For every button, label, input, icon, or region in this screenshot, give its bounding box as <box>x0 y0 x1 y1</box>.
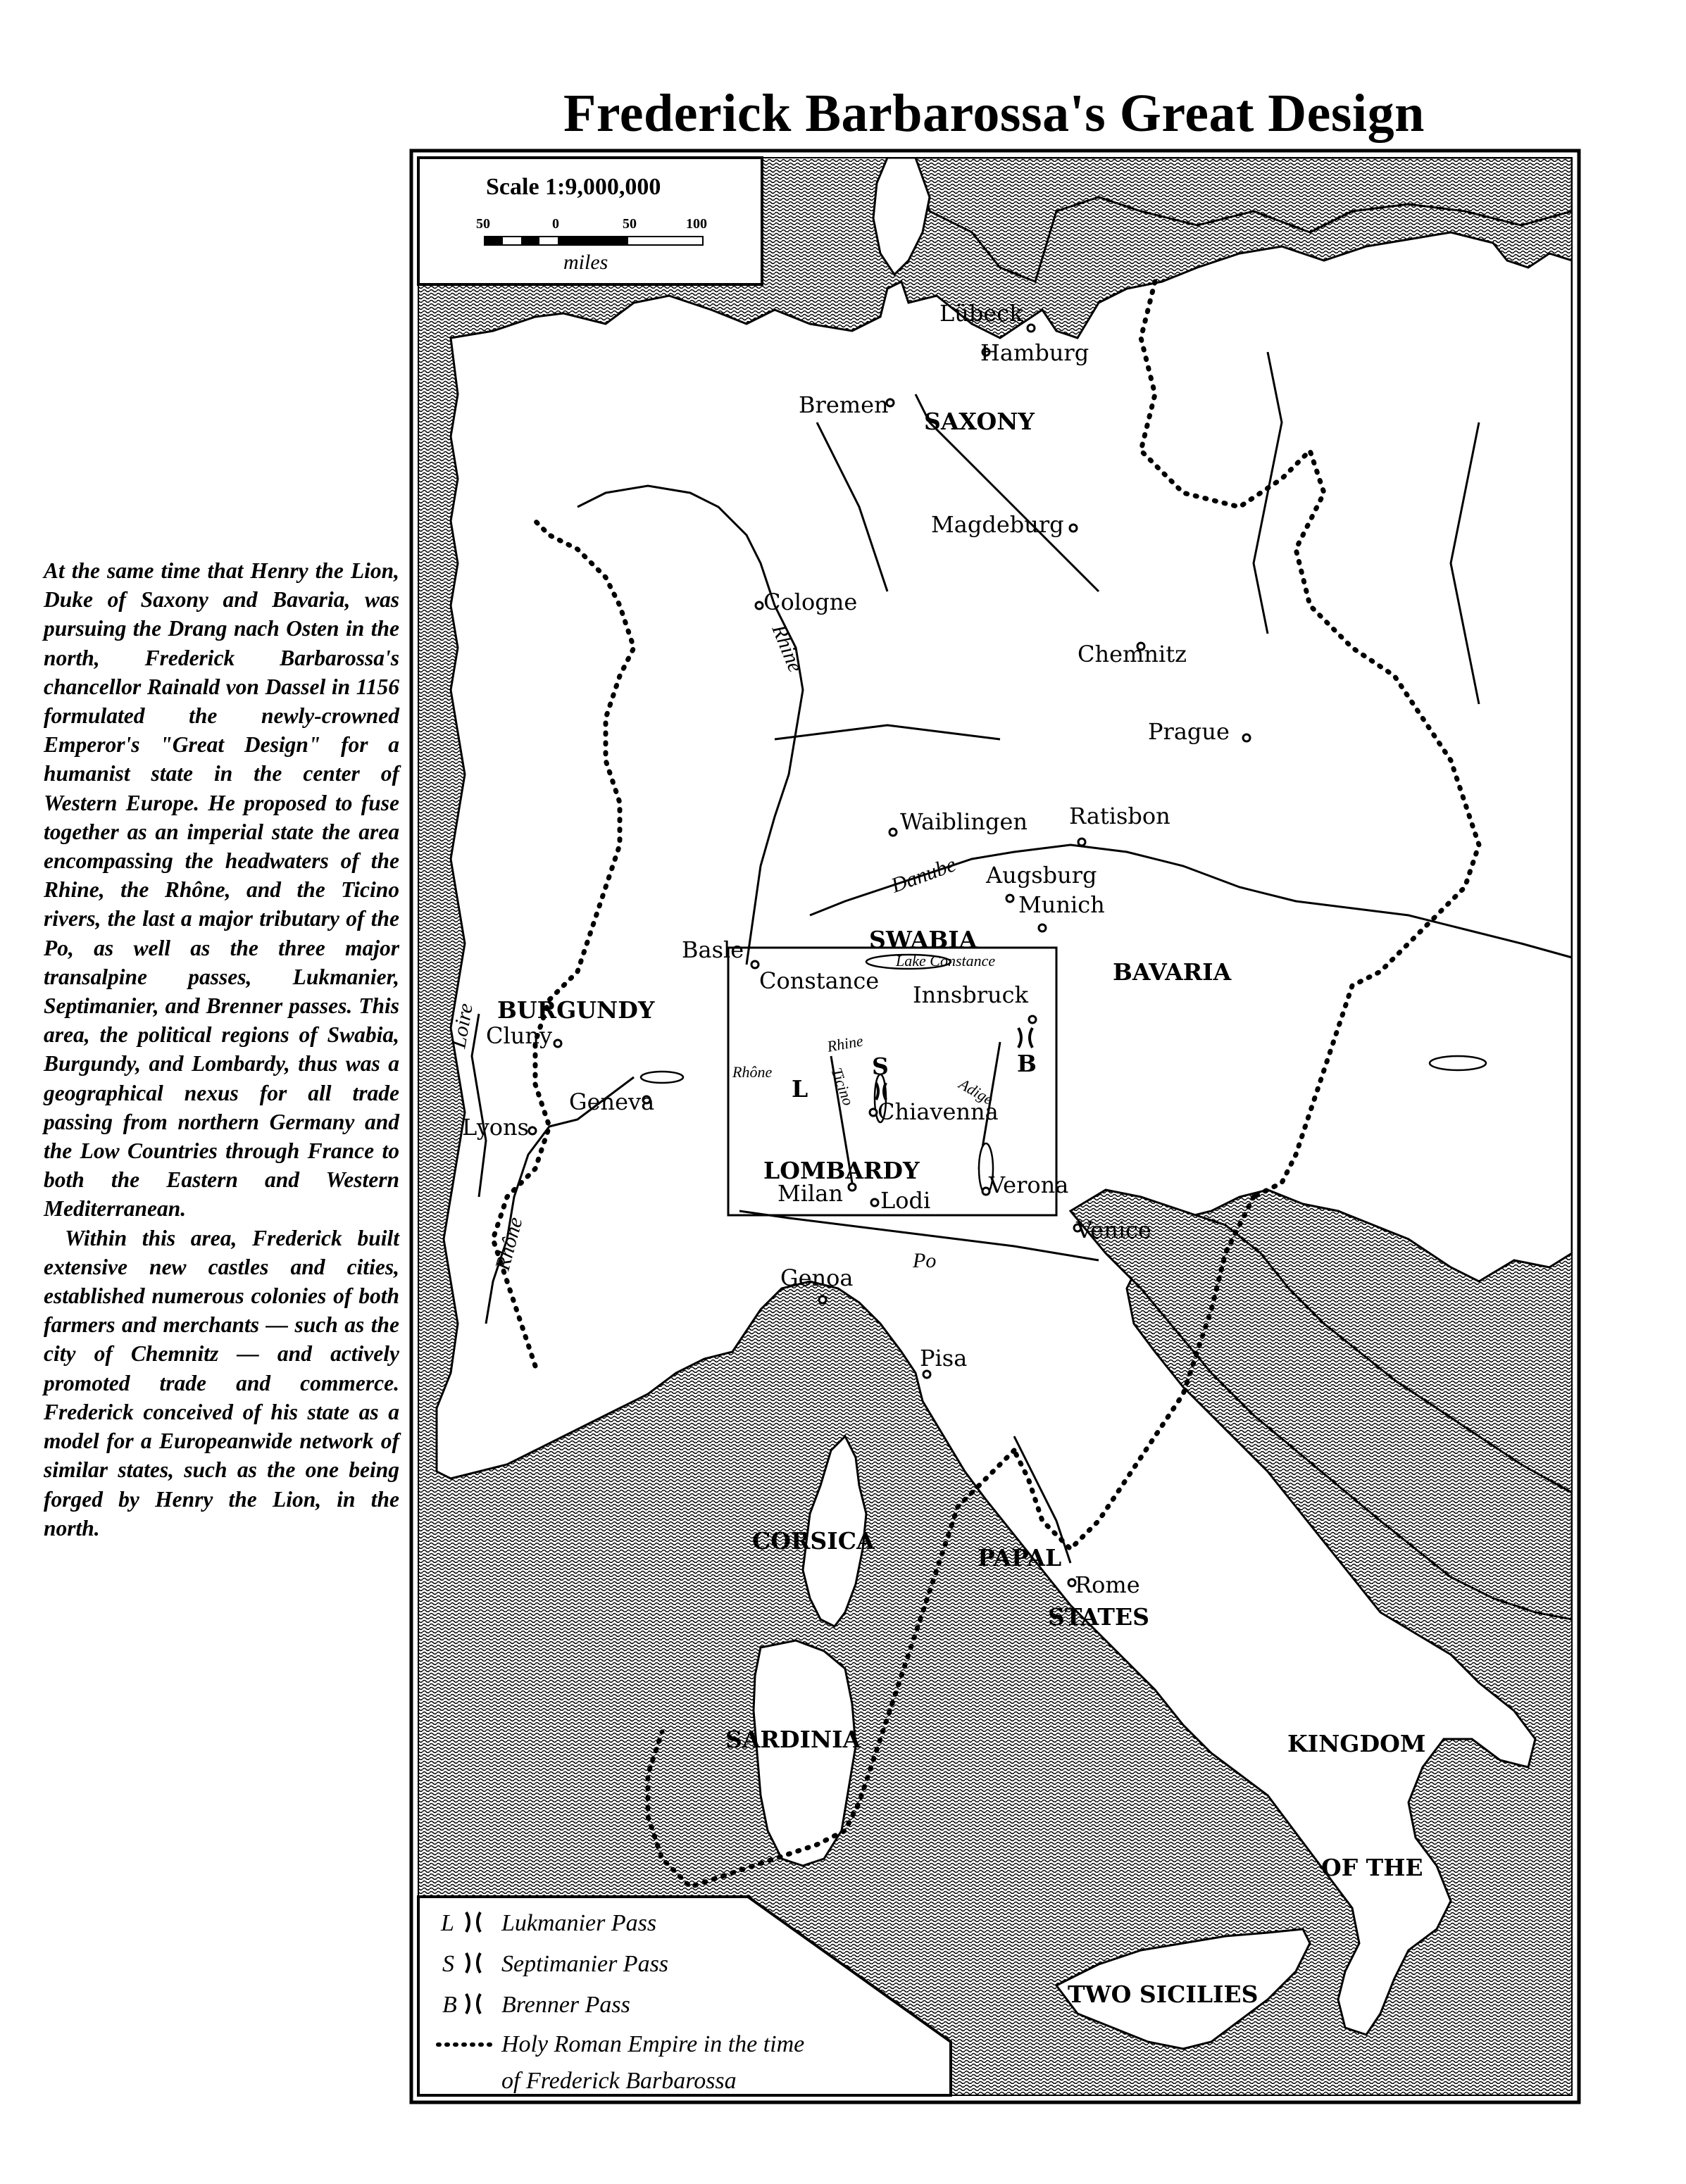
marker-milan <box>849 1184 856 1191</box>
legend-label-empire-1: Holy Roman Empire in the time <box>501 2031 805 2057</box>
label-geneva: Geneva <box>569 1088 655 1115</box>
marker-augsburg <box>1006 895 1013 902</box>
island-sardinia <box>754 1640 856 1866</box>
scale-unit: miles <box>563 251 608 274</box>
marker-magdeburg <box>1070 525 1077 532</box>
label-corsica: CORSICA <box>752 1527 875 1555</box>
sidebar-paragraph-2: Within this area, Frederick built extensive new castles and cities, established numerous colonies of both farmers and merchants — such as the city of Chemnitz — and actively promoted trade and commerce. Frederick conceived of his state as a model for a Europeanwide network of similar states, such as the one being forged by Henry the Lion, in the north. <box>44 1225 399 1540</box>
label-lombardy: LOMBARDY <box>763 1157 920 1184</box>
marker-munich <box>1039 924 1046 931</box>
label-lake-constance: Lake Constance <box>896 952 996 969</box>
label-innsbruck: Innsbruck <box>913 981 1028 1008</box>
label-river-danube: Danube <box>888 853 959 898</box>
label-river-rhine-south: Rhine <box>825 1031 865 1055</box>
label-river-ticino: Ticino <box>828 1065 858 1108</box>
scale-bar <box>485 237 703 245</box>
lake-geneva <box>641 1072 683 1083</box>
marker-ratisbon <box>1078 839 1085 846</box>
marker-waiblingen <box>889 829 897 836</box>
label-cologne: Cologne <box>763 589 858 615</box>
pass-marker-b: B <box>1017 1050 1037 1077</box>
label-burgundy: BURGUNDY <box>497 996 655 1024</box>
label-venice: Venice <box>1076 1217 1151 1243</box>
label-river-po: Po <box>913 1249 937 1272</box>
marker-innsbruck <box>1029 1016 1036 1023</box>
label-rome: Rome <box>1075 1571 1140 1598</box>
scale-box <box>418 158 762 284</box>
label-verona: Verona <box>989 1172 1069 1198</box>
label-states: STATES <box>1048 1603 1149 1631</box>
label-cluny: Cluny <box>486 1022 553 1049</box>
label-prague: Prague <box>1148 718 1230 745</box>
marker-cologne <box>756 602 763 609</box>
sidebar-paragraph-1: At the same time that Henry the Lion, Duke of Saxony and Bavaria, was pursuing the Drang nach Osten in the north, Frederick Barbarossa's chancellor Rainald von Dassel in 1156 formulated the newly-crowned Emperor's "Great Design" for a humanist state in the center of Western Europe. He proposed to fuse together as an imperial state the area encompassing the headwaters of the Rhine, the Rhône, and the Ticino rivers, the last a major tributary of the Po, as well as the three major transalpine passes, Lukmanier, Septimanier, and Brenner passes. This area, the political regions of Swabia, Burgundy, and Lombardy, thus was a geographical nexus for all trade passing from northern Germany and the Low Countries through France to both the Eastern and Western Mediterranean. <box>44 558 399 1222</box>
label-bremen: Bremen <box>799 391 889 418</box>
label-munich: Munich <box>1018 891 1105 918</box>
label-kingdom: KINGDOM <box>1287 1730 1426 1757</box>
label-bavaria: BAVARIA <box>1113 958 1232 986</box>
marker-genoa <box>819 1296 826 1303</box>
label-lyons: Lyons <box>462 1114 530 1141</box>
marker-basle <box>751 961 758 968</box>
legend-key-s: S <box>442 1951 454 1977</box>
scale-title: Scale 1:9,000,000 <box>486 174 661 200</box>
lake-balaton <box>1430 1056 1486 1070</box>
pass-marker-l: L <box>792 1075 808 1103</box>
marker-chiavenna <box>870 1109 877 1116</box>
label-waiblingen: Waiblingen <box>900 808 1028 835</box>
label-constance: Constance <box>759 967 880 994</box>
legend-label-brenner: Brenner Pass <box>501 1992 630 2018</box>
label-magdeburg: Magdeburg <box>931 511 1064 538</box>
label-basle: Basle <box>682 936 744 963</box>
label-hamburg: Hamburg <box>980 339 1089 366</box>
marker-prague <box>1243 734 1250 741</box>
label-augsburg: Augsburg <box>986 862 1097 889</box>
label-river-rhone-west: Rhône <box>490 1215 527 1273</box>
pass-marker-s: S <box>872 1053 889 1080</box>
label-lubeck: Lübeck <box>939 300 1023 327</box>
legend-label-lukmanier: Lukmanier Pass <box>501 1910 657 1936</box>
label-river-rhone-inset: Rhône <box>732 1063 773 1081</box>
legend-key-b: B <box>442 1992 457 2018</box>
label-milan: Milan <box>778 1180 843 1207</box>
map-title: Frederick Barbarossa's Great Design <box>563 84 1425 143</box>
map-frame <box>411 151 1579 2102</box>
marker-lodi <box>871 1199 878 1206</box>
label-saxony: SAXONY <box>924 408 1035 435</box>
label-two-sicilies: TWO SICILIES <box>1068 1981 1259 2008</box>
label-of-the: OF THE <box>1321 1854 1423 1881</box>
label-river-loire: Loire <box>447 1001 477 1050</box>
legend-label-septimanier: Septimanier Pass <box>501 1951 669 1977</box>
legend-key-l: L <box>441 1910 454 1936</box>
scale-tick-50-left: 50 <box>476 216 490 232</box>
scale-tick-100: 100 <box>686 216 707 232</box>
marker-lyons <box>529 1127 536 1134</box>
label-river-adige: Adige <box>956 1074 997 1108</box>
label-sardinia: SARDINIA <box>725 1726 861 1753</box>
marker-pisa <box>923 1371 930 1378</box>
label-swabia: SWABIA <box>869 926 978 953</box>
legend-label-empire-2: of Frederick Barbarossa <box>501 2068 737 2094</box>
label-chiavenna: Chiavenna <box>878 1098 999 1125</box>
label-genoa: Genoa <box>780 1264 854 1291</box>
marker-cluny <box>554 1040 561 1047</box>
marker-lubeck <box>1028 325 1035 332</box>
label-river-rhine-north: Rhine <box>767 621 808 676</box>
label-pisa: Pisa <box>920 1345 968 1372</box>
label-chemnitz: Chemnitz <box>1078 641 1187 667</box>
scale-tick-0: 0 <box>552 216 559 232</box>
label-lodi: Lodi <box>880 1187 931 1214</box>
scale-tick-50: 50 <box>623 216 637 232</box>
label-papal: PAPAL <box>978 1544 1062 1571</box>
label-ratisbon: Ratisbon <box>1069 803 1170 829</box>
